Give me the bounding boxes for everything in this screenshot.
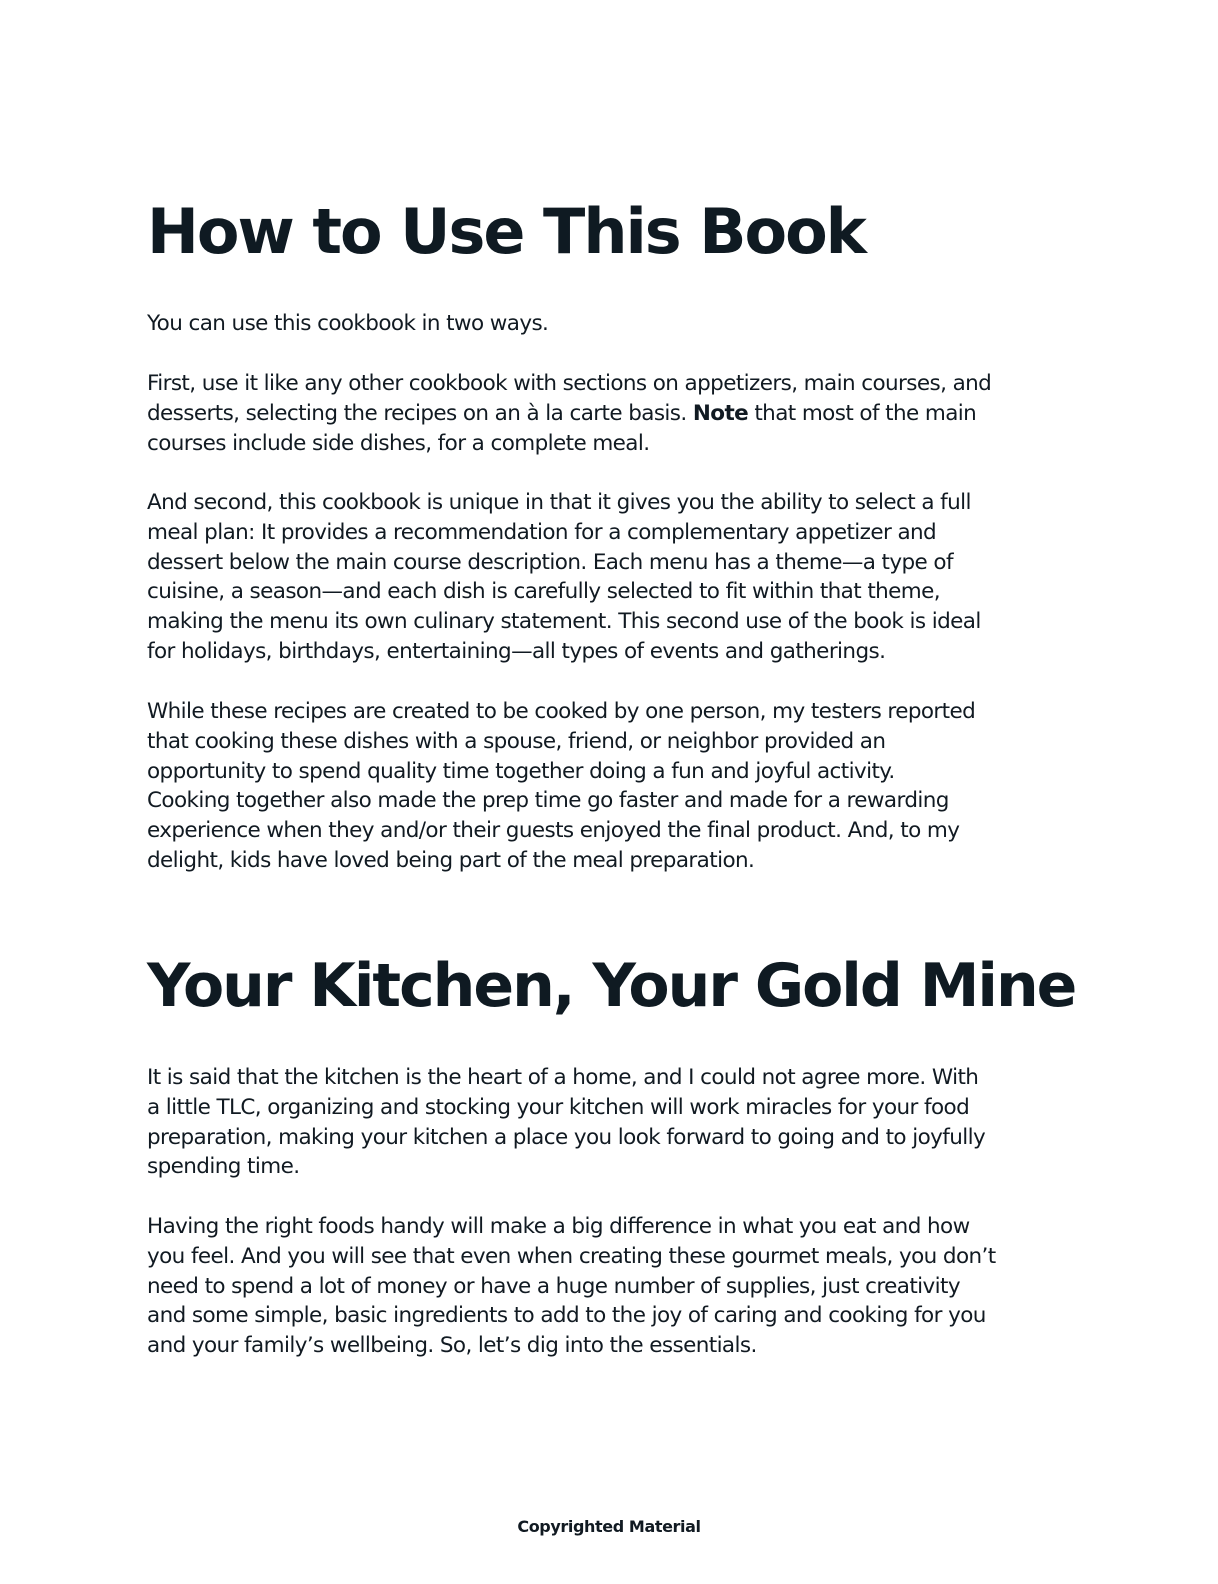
- paragraph-second-way: [147, 488, 1077, 667]
- text-line: It is said that the kitchen is the heart of a home, and I could not agree more. With: [147, 1065, 979, 1090]
- text-line: opportunity to spend quality time together doing a fun and joyful activity.: [147, 758, 895, 784]
- text-line: dessert below the main course description. Each menu has a theme—a type of: [147, 549, 953, 575]
- text-line: preparation, making your kitchen a place you look forward to going and to joyfully: [147, 1124, 986, 1150]
- text-line: You can use this cookbook in two ways.: [147, 311, 549, 336]
- text-line: you feel. And you will see that even when creating these gourmet meals, you don’t: [147, 1243, 996, 1269]
- text-line: cuisine, a season—and each dish is carefully selected to fit within that theme,: [147, 579, 941, 605]
- paragraph-testers: [147, 697, 1077, 876]
- text-run: desserts, selecting the recipes on an à la carte basis.: [147, 400, 693, 426]
- paragraph-right-foods: [147, 1212, 1077, 1361]
- text-run: that most of the main: [748, 400, 977, 426]
- paragraph-kitchen-heart: [147, 1063, 1077, 1182]
- copyright-footer: Copyrighted Material: [517, 1517, 701, 1536]
- text-line: First, use it like any other cookbook with sections on appetizers, main courses, and: [147, 371, 992, 396]
- text-line: for holidays, birthdays, entertaining—all types of events and gatherings.: [147, 638, 886, 664]
- text-line: and your family’s wellbeing. So, let’s dig into the essentials.: [147, 1333, 757, 1359]
- text-line: that cooking these dishes with a spouse, friend, or neighbor provided an: [147, 728, 886, 754]
- text-line: courses include side dishes, for a complete meal.: [147, 430, 650, 456]
- text-line: making the menu its own culinary statement. This second use of the book is ideal: [147, 609, 981, 635]
- text-line: [147, 399, 1077, 429]
- text-line: And second, this cookbook is unique in that it gives you the ability to select a full: [147, 490, 971, 515]
- text-line: spending time.: [147, 1154, 300, 1180]
- text-line: Having the right foods handy will make a big difference in what you eat and how: [147, 1214, 970, 1239]
- paragraph-first-way: [147, 369, 1077, 458]
- section-heading-kitchen: Your Kitchen, Your Gold Mine: [147, 951, 1076, 1021]
- section-heading-how-to-use: How to Use This Book: [147, 195, 865, 268]
- text-line: delight, kids have loved being part of the meal preparation.: [147, 847, 755, 873]
- text-line: While these recipes are created to be cooked by one person, my testers reported: [147, 699, 976, 724]
- note-bold-label: Note: [692, 400, 749, 426]
- text-line: meal plan: It provides a recommendation for a complementary appetizer and: [147, 519, 937, 545]
- text-line: and some simple, basic ingredients to add to the joy of caring and cooking for you: [147, 1303, 986, 1329]
- text-line: a little TLC, organizing and stocking your kitchen will work miracles for your food: [147, 1094, 970, 1120]
- text-line: experience when they and/or their guests enjoyed the final product. And, to my: [147, 818, 960, 844]
- paragraph-intro: [147, 309, 1077, 339]
- text-line: need to spend a lot of money or have a huge number of supplies, just creativity: [147, 1273, 960, 1299]
- text-line: Cooking together also made the prep time go faster and made for a rewarding: [147, 788, 949, 814]
